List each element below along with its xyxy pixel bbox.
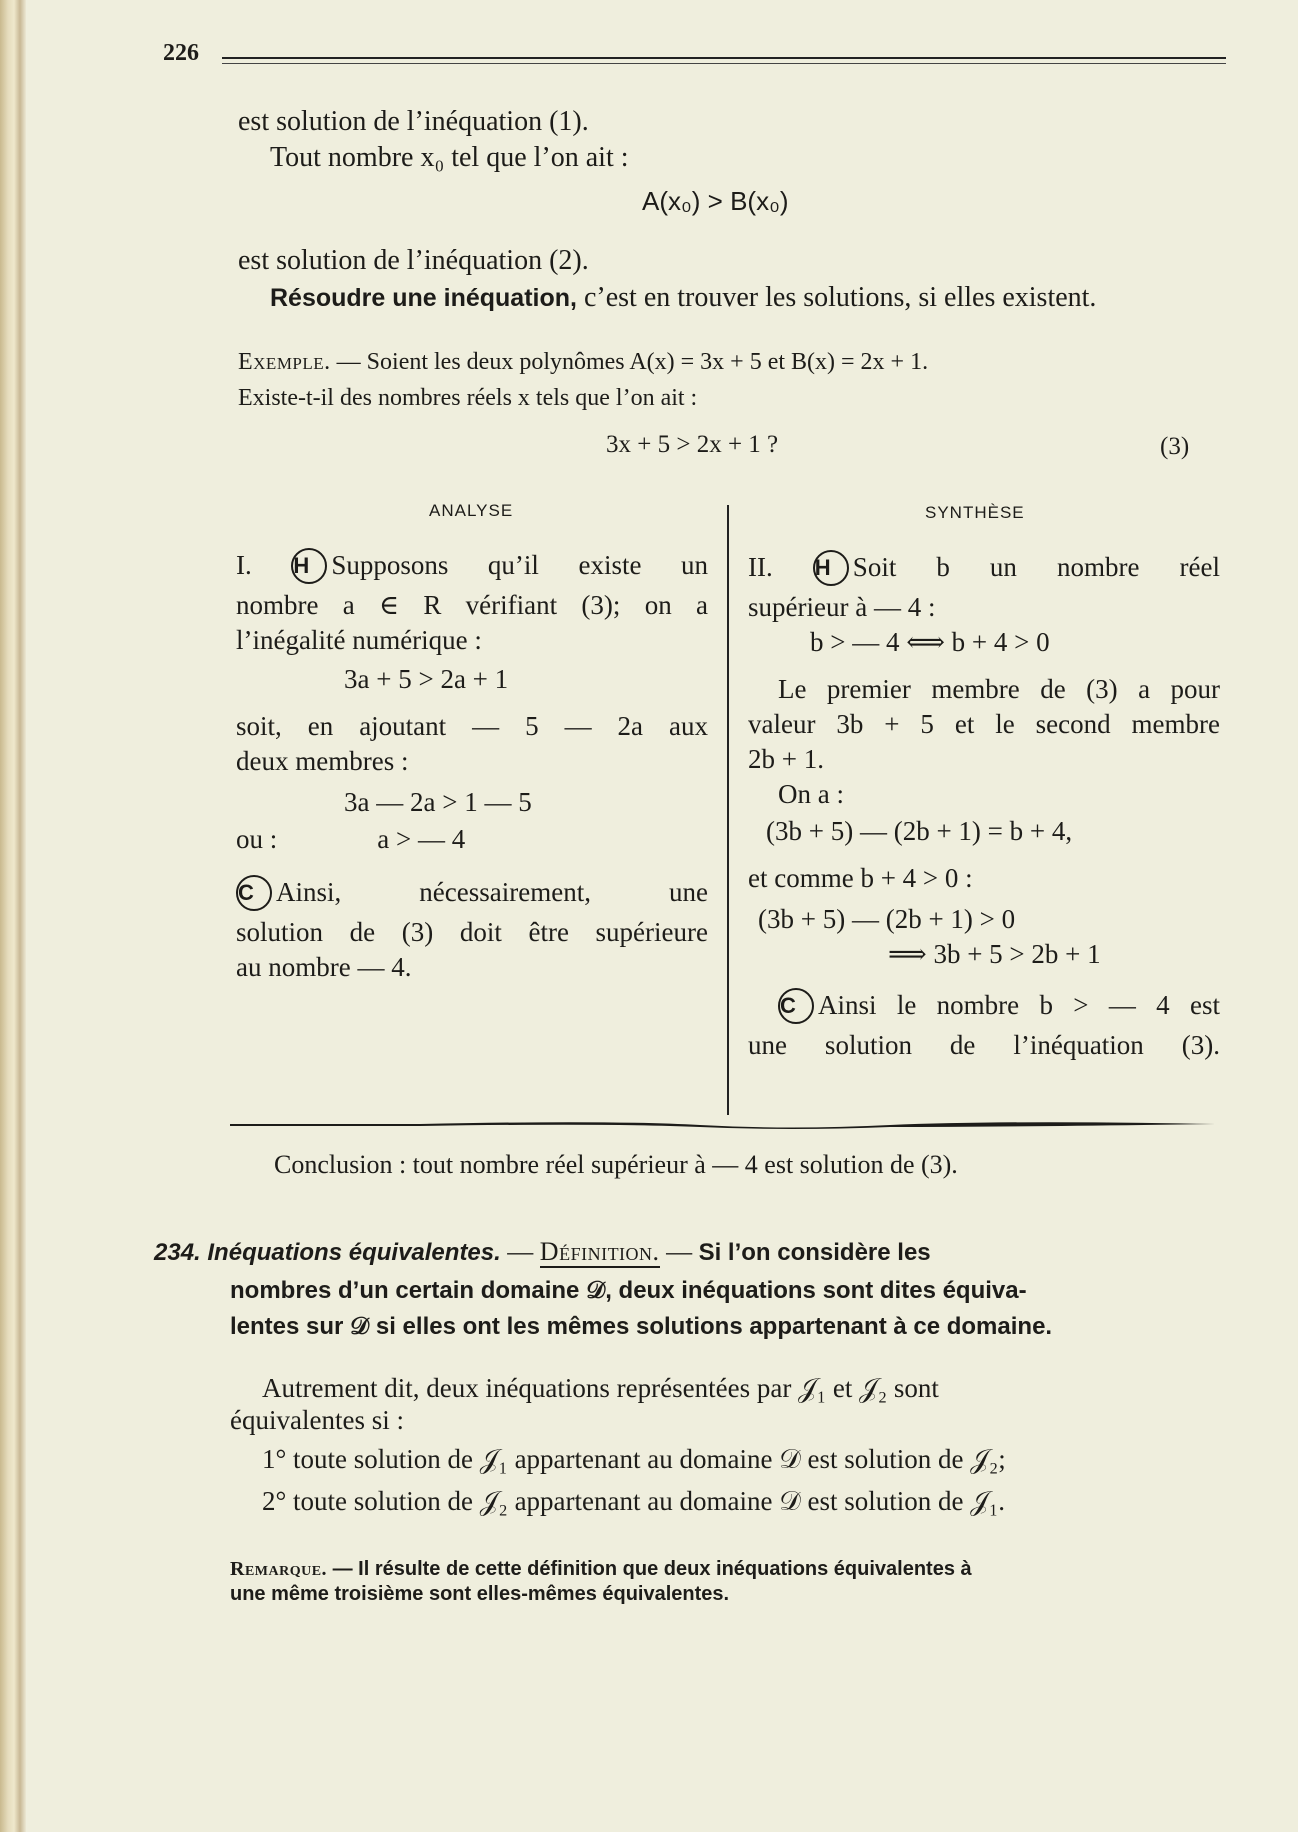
text-span: Si l’on considère les [698,1239,931,1266]
text-span: — [659,1237,699,1266]
equation-number: (3) [1160,433,1190,460]
section-title: Inéquations équivalentes. [207,1239,501,1266]
definition-label: Définition. [539,1237,660,1266]
definition-line [270,282,1096,314]
section-heading [154,1237,931,1267]
text-span: Soit b un nombre réel [852,552,1220,583]
remark-label: Remarque. [230,1558,328,1580]
remark-line [230,1558,972,1581]
synthese-line: supérieur à — 4 : [748,592,936,622]
synthese-line: et comme b + 4 > 0 : [748,863,973,893]
analyse-equation: a > — 4 [377,824,466,854]
text-line: équivalentes si : [230,1405,404,1435]
analyse-equation: 3a — 2a > 1 — 5 [344,787,532,817]
text-span: c’est en trouver les solutions, si elles existent. [576,282,1097,313]
synthese-heading: SYNTHÈSE [925,503,1025,522]
text-span: Ainsi le nombre b > — 4 est [818,990,1220,1021]
synthese-line [748,988,1220,1028]
synthese-equation: (3b + 5) — (2b + 1) > 0 [758,904,1016,934]
text-line: Autrement dit, deux inéquations représentées par 𝒥₁ et 𝒥₂ sont [262,1373,939,1403]
definition-line: nombres d’un certain domaine 𝒟, deux inéquations sont dites équiva- [230,1277,1027,1304]
analyse-equation: 3a + 5 > 2a + 1 [344,664,509,694]
header-rule-thin [222,63,1226,64]
definition-line: lentes sur 𝒟 si elles ont les mêmes solutions appartenant à ce domaine. [230,1313,1053,1340]
text-line: est solution de l’inéquation (1). [238,106,589,137]
header-rule [222,57,1226,59]
conclusion-icon: C [778,988,814,1024]
synthese-equation: ⟹ 3b + 5 > 2b + 1 [888,939,1101,969]
remark-line: une même troisième sont elles-mêmes équivalentes. [230,1583,730,1605]
synthese-line: On a : [778,779,844,809]
synthese-column [748,550,1220,1063]
page-number: 226 [163,40,199,66]
analyse-line: l’inégalité numérique : [236,625,482,655]
bold-term: Résoudre une inéquation, [270,284,577,312]
section-number: 234. [154,1239,201,1266]
analyse-line [236,548,708,588]
analyse-column [236,548,708,985]
hypothesis-icon: H [813,550,849,586]
conclusion-icon: C [236,875,272,911]
column-divider [727,505,729,1115]
analyse-line: soit, en ajoutant — 5 — 2a aux [236,711,708,741]
hypothesis-icon: H [291,548,327,584]
text-line: Tout nombre x₀ tel que l’on ait : [270,142,629,173]
synthese-line [748,550,1220,590]
synthese-line: valeur 3b + 5 et le second membre [748,709,1220,739]
text-line: est solution de l’inéquation (2). [238,245,589,276]
synthese-line: Le premier membre de (3) a pour [778,674,1220,704]
analyse-line: solution de (3) doit être supérieure [236,917,708,947]
analyse-line: nombre a ∈ R vérifiant (3); on a [236,590,708,620]
step-label: I. [236,550,252,581]
analyse-heading: ANALYSE [429,501,514,520]
synthese-equation: b > — 4 ⟺ b + 4 > 0 [810,627,1050,657]
example-inequality: 3x + 5 > 2x + 1 ? [606,431,779,458]
synthese-line: 2b + 1. [748,744,824,774]
text-span: Supposons qu’il existe un [331,550,708,581]
text-span: ou : [236,824,278,854]
text-span: Ainsi, nécessairement, une [276,877,708,908]
analyse-line [236,822,708,857]
synthese-equation: (3b + 5) — (2b + 1) = b + 4, [766,816,1073,846]
synthese-line: une solution de l’inéquation (3). [748,1030,1220,1060]
conclusion-line: Conclusion : tout nombre réel supérieur à — 4 est solution de (3). [274,1150,958,1179]
formula: A(x₀) > B(x₀) [642,186,789,216]
example-label: Exemple. [238,349,331,375]
text-span: — Il résulte de cette définition que deux inéquations équivalentes à [327,1558,972,1580]
analyse-line: au nombre — 4. [236,952,412,982]
analyse-line: deux membres : [236,746,409,776]
list-item: 2° toute solution de 𝒥₂ appartenant au domaine 𝒟 est solution de 𝒥₁. [262,1486,1006,1516]
example-line [238,349,928,376]
analyse-line [236,875,708,915]
swash-separator [230,1118,1215,1132]
step-label: II. [748,552,773,583]
example-line: Existe-t-il des nombres réels x tels que l’on ait : [238,385,698,411]
list-item: 1° toute solution de 𝒥₁ appartenant au domaine 𝒟 est solution de 𝒥₂; [262,1444,1006,1474]
text-span: — Soient les deux polynômes A(x) = 3x + 5 et B(x) = 2x + 1. [330,349,929,375]
text-span: — [500,1237,540,1266]
